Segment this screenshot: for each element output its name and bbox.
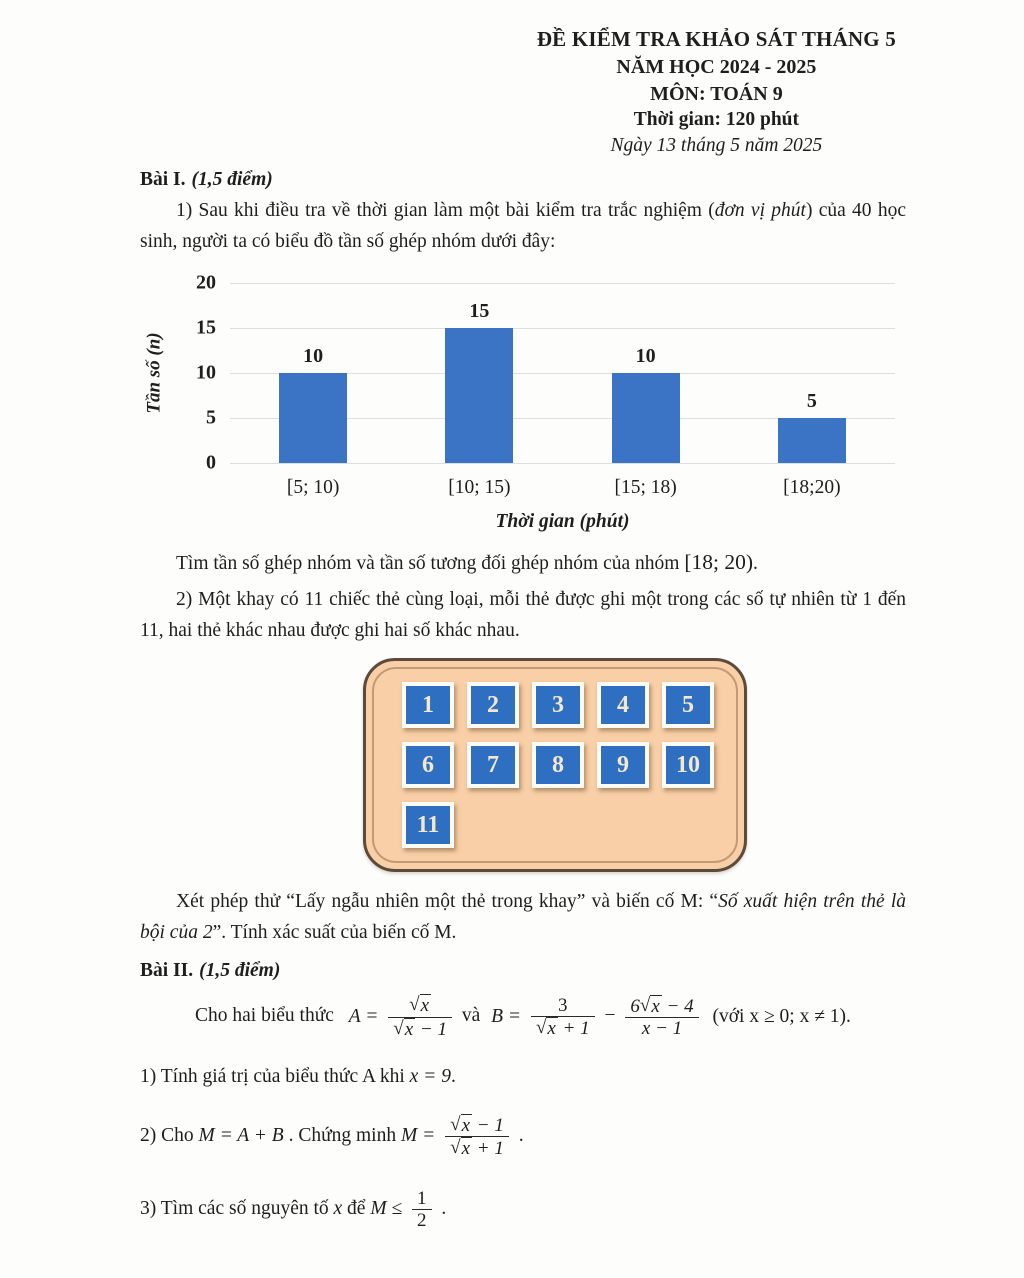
M-equals-A-plus-B: M = A + B bbox=[198, 1125, 284, 1147]
expr-and: và bbox=[461, 1005, 481, 1027]
radical-icon: √ bbox=[450, 1137, 461, 1159]
y-tick: 15 bbox=[196, 316, 216, 339]
bai2-question2: 2) Cho M = A + B . Chứng minh M = $\frac{√x - 1}{√x + 1}$ . bbox=[140, 1114, 524, 1160]
minus-sign: − bbox=[604, 1005, 616, 1027]
card-5: 5 bbox=[662, 682, 714, 728]
bai2-expressions bbox=[195, 992, 906, 1042]
bar-slot bbox=[729, 283, 895, 463]
duration: Thời gian: 120 phút bbox=[633, 109, 800, 131]
y-tick: 0 bbox=[206, 451, 216, 474]
fraction-B1: $\frac{3}{√x + 1}$ bbox=[531, 995, 595, 1040]
chart-x-axis-label: Thời gian (phút) bbox=[495, 511, 630, 533]
radical-icon: √ bbox=[409, 994, 420, 1016]
card-4: 4 bbox=[597, 682, 649, 728]
x-category: [15; 18) bbox=[614, 477, 677, 499]
bar bbox=[612, 345, 680, 463]
card-3: 3 bbox=[532, 682, 584, 728]
card-7: 7 bbox=[467, 742, 519, 788]
bai2-question3: 3) Tìm các số nguyên tố x để M ≤ $\frac{1}{2}$ . bbox=[140, 1187, 447, 1231]
q1-text: 1) Sau khi điều tra về thời gian làm một bài kiểm tra trắc nghiệm ( bbox=[176, 199, 715, 221]
bai1-points: (1,5 điểm) bbox=[191, 168, 273, 190]
exam-date: Ngày 13 tháng 5 năm 2025 bbox=[610, 135, 823, 157]
bai2-points: (1,5 điểm) bbox=[199, 960, 281, 982]
trial-text-end: ”. Tính xác suất của biến cố M. bbox=[212, 922, 457, 944]
bar-slot bbox=[563, 283, 729, 463]
card-2: 2 bbox=[467, 682, 519, 728]
bar bbox=[778, 390, 846, 463]
interval-notation: [18; 20) bbox=[684, 550, 753, 575]
bars-container bbox=[230, 283, 895, 463]
card-row bbox=[402, 742, 736, 788]
card-tray-inner-rim bbox=[372, 667, 738, 863]
radical-icon: √ bbox=[450, 1114, 461, 1135]
q1-italic-unit: đơn vị phút bbox=[714, 199, 806, 221]
chart-y-axis-label: Tần số (n) bbox=[144, 332, 166, 414]
school-year: NĂM HỌC 2024 - 2025 bbox=[616, 55, 817, 78]
x-category: [5; 10) bbox=[286, 477, 340, 499]
bar bbox=[445, 300, 513, 463]
fraction-B2: $\frac{6√x - 4}{x - 1}$ bbox=[625, 995, 698, 1040]
bai1-find-sentence bbox=[140, 545, 906, 579]
bai1-trial-sentence bbox=[140, 886, 906, 948]
fraction-A: $\frac{√x}{√x - 1}$ bbox=[388, 994, 452, 1040]
exam-title: ĐỀ KIỂM TRA KHẢO SÁT THÁNG 5 bbox=[536, 27, 896, 51]
radical-icon: √ bbox=[639, 994, 651, 1016]
q1-text-end: ) của 40 học sinh, người ta có biểu đồ tần số ghép nhóm dưới đây: bbox=[140, 199, 906, 253]
card-row bbox=[402, 682, 736, 728]
bar bbox=[279, 345, 347, 463]
find-text-end: . bbox=[753, 553, 758, 575]
section-bai2-heading bbox=[140, 960, 906, 982]
bar-slot bbox=[230, 283, 396, 463]
bar-value-label: 15 bbox=[469, 300, 490, 323]
bai2-label: Bài II. bbox=[140, 960, 194, 982]
y-tick: 5 bbox=[206, 406, 216, 429]
x-category: [10; 15) bbox=[448, 477, 511, 499]
card-6: 6 bbox=[402, 742, 454, 788]
bai1-question2: 2) Một khay có 11 chiếc thẻ cùng loại, mỗi thẻ được ghi một trong các số tự nhiên từ 1 đến 11, hai thẻ khác nhau được ghi hai số khác nhau. bbox=[140, 588, 906, 641]
expr-B-lhs: B = bbox=[491, 1005, 522, 1027]
exam-header bbox=[537, 26, 896, 159]
M-leq: M ≤ bbox=[370, 1197, 403, 1219]
bar-value-label: 10 bbox=[635, 345, 656, 368]
bar-value-label: 10 bbox=[303, 345, 324, 368]
fraction-half: $\frac{1}{2}$ bbox=[412, 1188, 432, 1232]
expr-A-lhs: A = bbox=[348, 1005, 379, 1027]
card-1: 1 bbox=[402, 682, 454, 728]
domain-condition: (với x ≥ 0; x ≠ 1). bbox=[712, 1005, 851, 1027]
y-tick: 20 bbox=[196, 271, 216, 294]
bar-slot bbox=[396, 283, 562, 463]
radical-icon: √ bbox=[393, 1017, 404, 1039]
x-equals-9: x = 9 bbox=[409, 1066, 451, 1087]
card-8: 8 bbox=[532, 742, 584, 788]
find-text: Tìm tần số ghép nhóm và tần số tương đối ghép nhóm của nhóm bbox=[176, 553, 685, 575]
fraction-M: $\frac{√x - 1}{√x + 1}$ bbox=[445, 1114, 509, 1160]
gridline bbox=[230, 463, 895, 464]
variable-x: x bbox=[333, 1197, 343, 1219]
card-row bbox=[402, 802, 736, 848]
radical-icon: √ bbox=[535, 1017, 547, 1039]
section-bai1-heading bbox=[140, 169, 906, 191]
card-9: 9 bbox=[597, 742, 649, 788]
bai2-question1: 1) Tính giá trị của biểu thức A khi x = 9. bbox=[140, 1066, 456, 1087]
chart-plot-area bbox=[144, 271, 895, 474]
bar-value-label: 5 bbox=[806, 390, 817, 413]
y-tick: 10 bbox=[196, 361, 216, 384]
subject: MÔN: TOÁN 9 bbox=[650, 82, 783, 105]
card-tray bbox=[363, 658, 747, 872]
trial-text: Xét phép thử “Lấy ngẫu nhiên một thẻ trong khay” và biến cố M: “ bbox=[176, 891, 719, 913]
event-description: Số xuất hiện trên thẻ là bội của 2 bbox=[140, 891, 906, 944]
card-10: 10 bbox=[662, 742, 714, 788]
x-category-labels bbox=[230, 477, 895, 499]
bai1-question1 bbox=[140, 195, 906, 257]
frequency-chart bbox=[140, 269, 906, 531]
x-category: [18;20) bbox=[783, 477, 841, 499]
bai1-label: Bài I. bbox=[140, 168, 186, 190]
expr-intro: Cho hai biểu thức bbox=[195, 1005, 334, 1027]
M-equals: M = bbox=[400, 1125, 436, 1147]
card-11: 11 bbox=[402, 802, 454, 848]
